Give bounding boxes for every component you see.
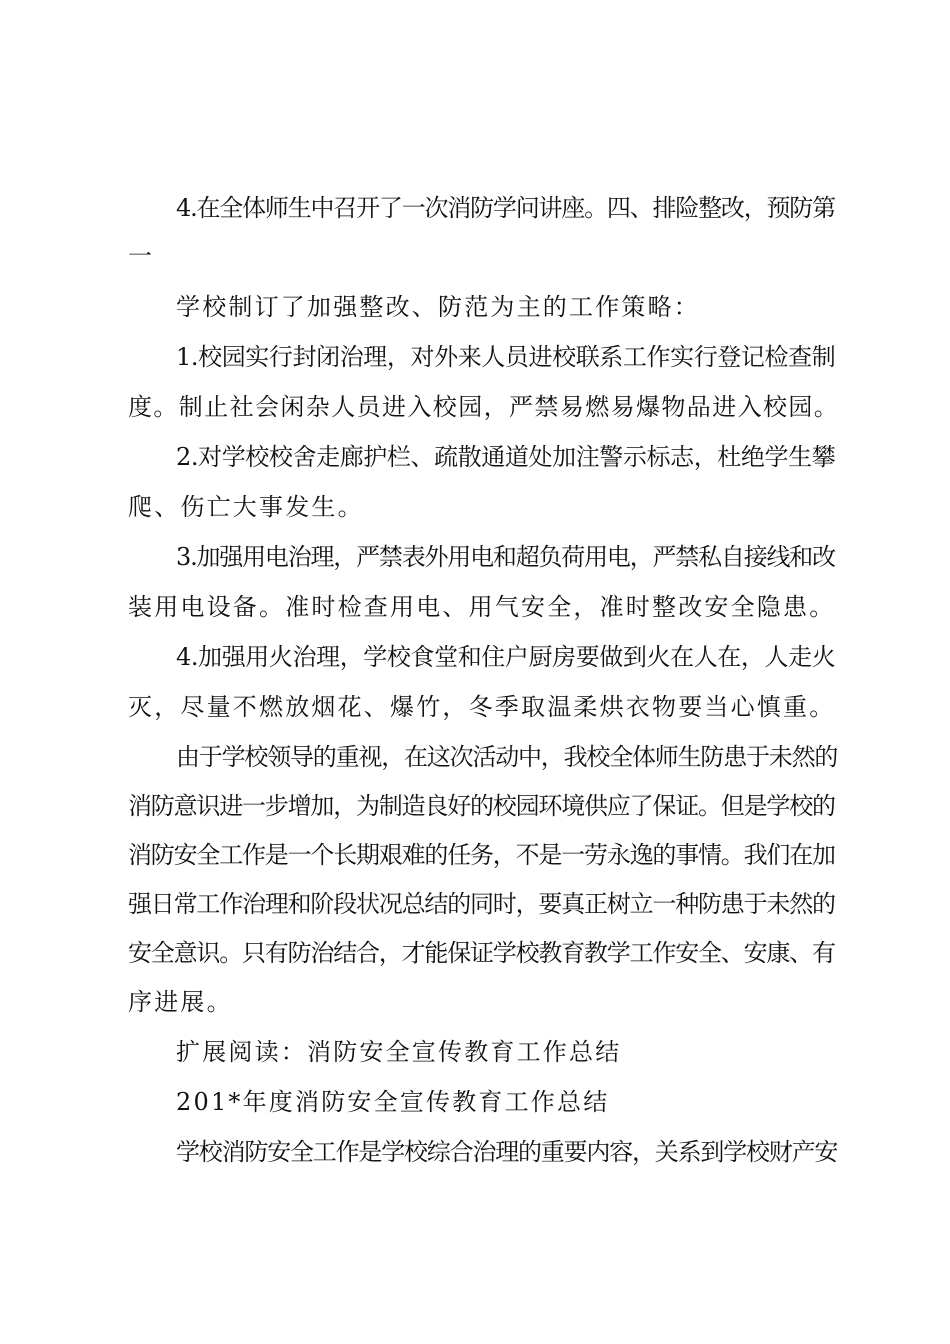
text-line: 4.在全体师生中召开了一次消防学问讲座。四、排险整改，预防第 (176, 194, 835, 222)
text-line: 度。制止社会闲杂人员进入校园，严禁易燃易爆物品进入校园。 (128, 393, 840, 421)
text-line: 序进展。 (128, 988, 233, 1016)
text-line: 爬、伤亡大事发生。 (128, 493, 364, 521)
text-line: 2.对学校校舍走廊护栏、疏散通道处加注警示标志，杜绝学生攀 (176, 443, 836, 471)
text-line: 4.加强用火治理，学校食堂和住户厨房要做到火在人在，人走火 (176, 643, 836, 671)
text-line: 3.加强用电治理，严禁表外用电和超负荷用电，严禁私自接线和改 (176, 543, 835, 571)
text-line: 扩展阅读：消防安全宣传教育工作总结 (176, 1038, 622, 1066)
text-line: 装用电设备。准时检查用电、用气安全，准时整改安全隐患。 (128, 593, 836, 621)
text-line: 消防安全工作是一个长期艰难的任务，不是一劳永逸的事情。我们在加 (128, 841, 835, 869)
text-line: 201*年度消防安全宣传教育工作总结 (176, 1088, 610, 1116)
text-line: 安全意识。只有防治结合，才能保证学校教育教学工作安全、安康、有 (128, 939, 835, 967)
text-line: 消防意识进一步增加，为制造良好的校园环境供应了保证。但是学校的 (128, 792, 835, 820)
text-line: 学校制订了加强整改、防范为主的工作策略： (176, 293, 700, 321)
text-line: 1.校园实行封闭治理，对外来人员进校联系工作实行登记检查制 (176, 343, 836, 371)
text-line: 灭，尽量不燃放烟花、爆竹，冬季取温柔烘衣物要当心慎重。 (128, 693, 836, 721)
text-line: 一 (128, 242, 155, 270)
text-line: 强日常工作治理和阶段状况总结的同时，要真正树立一种防患于未然的 (128, 890, 835, 918)
text-line: 由于学校领导的重视，在这次活动中，我校全体师生防患于未然的 (176, 743, 838, 771)
text-line: 学校消防安全工作是学校综合治理的重要内容，关系到学校财产安 (176, 1138, 838, 1166)
